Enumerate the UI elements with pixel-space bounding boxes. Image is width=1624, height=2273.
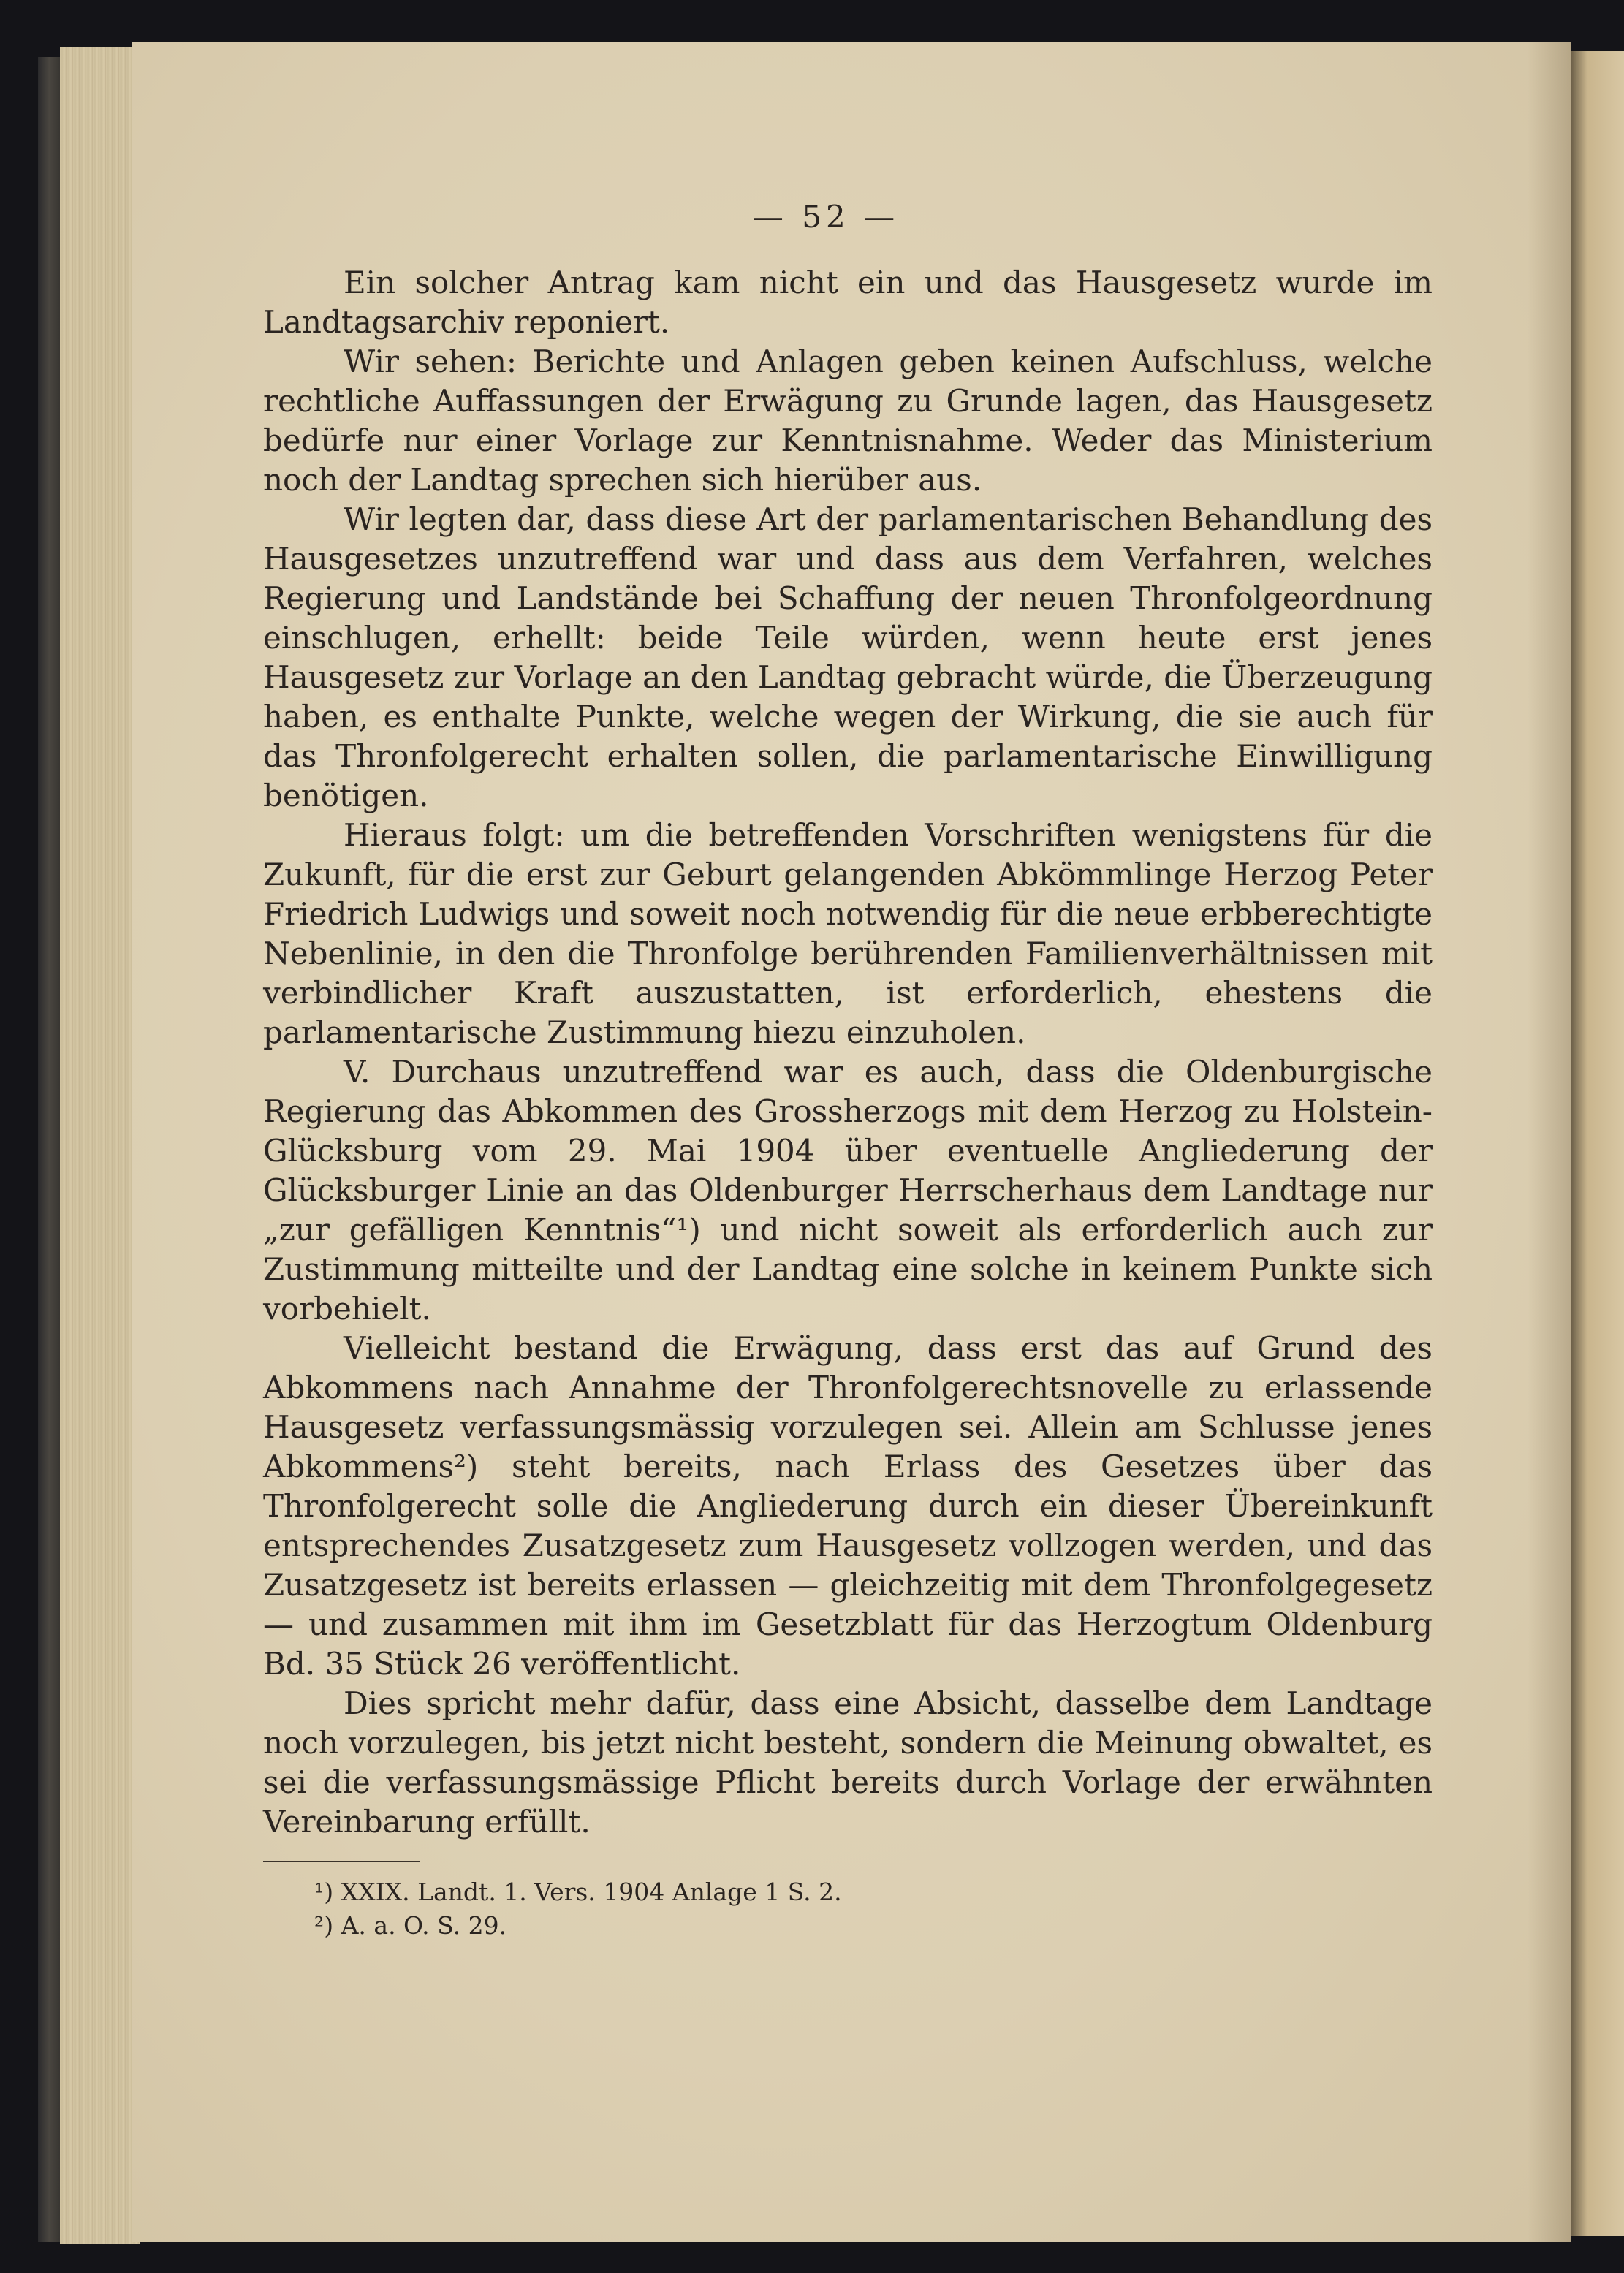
paragraph-4: Hieraus folgt: um die betreffenden Vorschriften wenigstens für die Zukunft, für die erst zur Geburt gelangenden Abkömmlinge Herzog Peter Friedrich Ludwigs und soweit noch notwendig für die neue erbberechtigte Nebenlinie, in den die Thronfolge berührenden Familienverhältnissen mit verbindlicher Kraft auszustatten, ist erforderlich, ehestens die parlamentarische Zustimmung hiezu einzuholen. bbox=[263, 817, 1433, 1050]
page-number: — 52 — bbox=[752, 199, 900, 235]
paragraph-6: Vielleicht bestand die Erwägung, dass erst das auf Grund des Abkommens nach Annahme der Thronfolgerechtsnovelle zu erlassende Hausgesetz verfassungsmässig vorzulegen sei. Allein am Schlusse jenes Abkommens²) steht bereits, nach Erlass des Gesetzes über das Thronfolgerecht solle die Angliederung durch ein dieser Übereinkunft entsprechendes Zusatzgesetz zum Hausgesetz vollzogen werden, und das Zusatzgesetz ist bereits erlassen — gleichzeitig mit dem Thronfolgegesetz — und zusammen mit ihm im Gesetzblatt für das Herzogtum Oldenburg Bd. 35 Stück 26 veröffentlicht. bbox=[263, 1330, 1433, 1682]
page-text bbox=[263, 197, 1433, 1943]
paragraph-1: Ein solcher Antrag kam nicht ein und das Hausgesetz wurde im Landtagsarchiv reponiert. bbox=[263, 265, 1433, 340]
page-gutter-shadow bbox=[1528, 42, 1571, 2242]
page-edges bbox=[60, 47, 140, 2244]
paragraph-5: V. Durchaus unzutreffend war es auch, dass die Oldenburgische Regierung das Abkommen des Grossherzogs mit dem Herzog zu Holstein-Glücksburg vom 29. Mai 1904 über eventuelle Angliederung der Glücksburger Linie an das Oldenburger Herrscherhaus dem Landtage nur „zur gefälligen Kenntnis“¹) und nicht soweit als erforderlich auch zur Zustimmung mitteilte und der Landtag eine solche in keinem Punkte sich vorbehielt. bbox=[263, 1054, 1433, 1327]
paragraph-3: Wir legten dar, dass diese Art der parlamentarischen Behandlung des Hausgesetzes unzutreffend war und dass aus dem Verfahren, welches Regierung und Landstände bei Schaffung der neuen Thronfolgeordnung einschlugen, erhellt: beide Teile würden, wenn heute erst jenes Hausgesetz zur Vorlage an den Landtag gebracht würde, die Überzeugung haben, es enthalte Punkte, welche wegen der Wirkung, die sie auch für das Thronfolgerecht erhalten sollen, die parlamentarische Einwilligung benötigen. bbox=[263, 501, 1433, 813]
footnote-separator bbox=[263, 1861, 420, 1862]
paragraph-7: Dies spricht mehr dafür, dass eine Absicht, dasselbe dem Landtage noch vorzulegen, bis jetzt nicht besteht, sondern die Meinung obwaltet, es sei die verfassungsmässige Pflicht bereits durch Vorlage der erwähnten Vereinbarung erfüllt. bbox=[263, 1685, 1433, 1840]
footnote-1: ¹) XXIX. Landt. 1. Vers. 1904 Anlage 1 S. 2. bbox=[314, 1878, 842, 1906]
facing-page-edge bbox=[1571, 51, 1624, 2236]
paragraph-2: Wir sehen: Berichte und Anlagen geben keinen Aufschluss, welche rechtliche Auffassungen der Erwägung zu Grunde lagen, das Hausgesetz bedürfe nur einer Vorlage zur Kenntnisnahme. Weder das Ministerium noch der Landtag sprechen sich hierüber aus. bbox=[263, 344, 1433, 498]
footnote-2: ²) A. a. O. S. 29. bbox=[314, 1911, 507, 1940]
